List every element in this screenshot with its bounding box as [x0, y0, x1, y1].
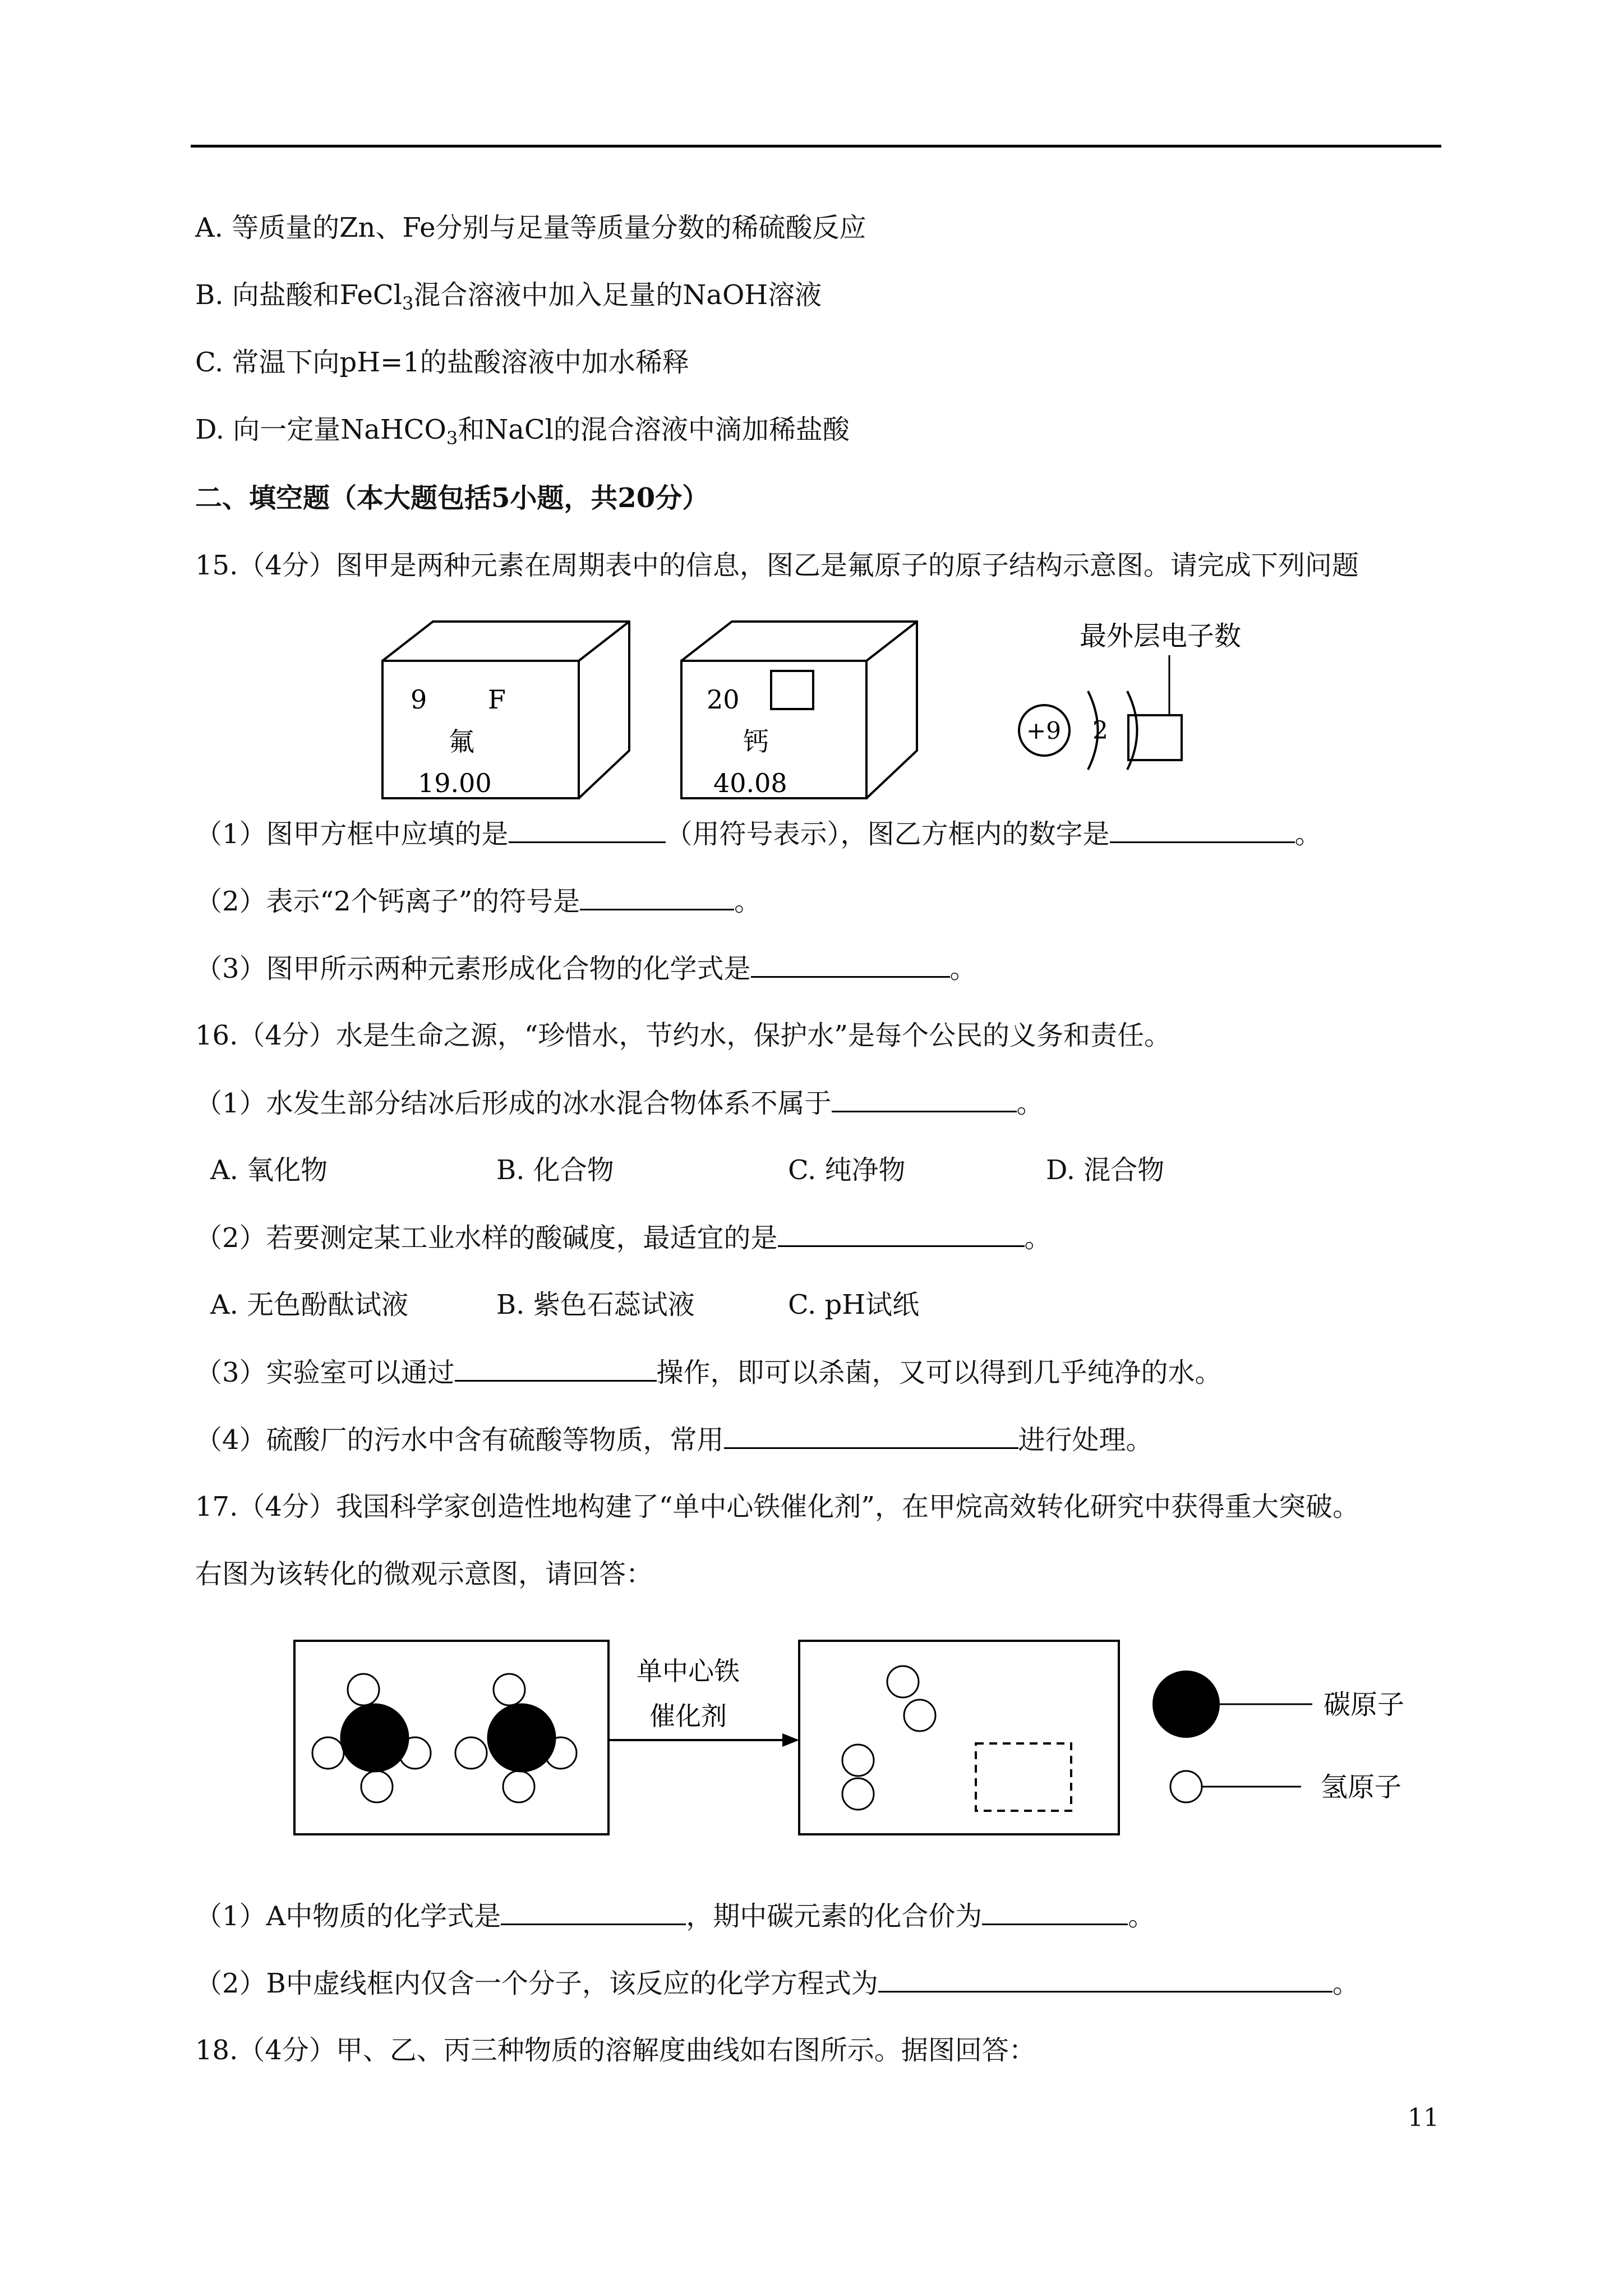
methane-molecule-2	[455, 1674, 577, 1802]
q15-part3: （3）图甲所示两种元素形成化合物的化学式是 。	[195, 951, 977, 986]
q17-blank-1[interactable]	[501, 1899, 686, 1925]
calcium-name: 钙	[743, 726, 769, 757]
q16-part1: （1）水发生部分结冰后形成的冰水混合物体系不属于 。	[195, 1086, 1044, 1120]
q16-opt2-c: C. pH试纸	[788, 1289, 920, 1320]
fluorine-symbol: F	[488, 684, 506, 715]
calcium-number: 20	[707, 684, 740, 715]
q15-blank-1[interactable]	[509, 817, 666, 843]
fluorine-number: 9	[411, 684, 427, 715]
outer-electron-label: 最外层电子数	[1080, 620, 1242, 652]
q14-option-d: D. 向一定量NaHCO$_3$和NaCl的混合溶液中滴加稀盐酸	[195, 414, 850, 449]
catalyst-label-2: 催化剂	[649, 1701, 727, 1731]
q17-figure	[0, 1616, 1623, 1851]
q15-blank-2[interactable]	[1110, 817, 1295, 843]
q17-stem-1: 17.（4分）我国科学家创造性地构建了“单中心铁催化剂”，在甲烷高效转化研究中获得重大突破。	[195, 1491, 1359, 1522]
q16-part4: （4）硫酸厂的污水中含有硫酸等物质，常用 进行处理。	[195, 1423, 1153, 1457]
q15-part2: （2）表示“2个钙离子”的符号是 。	[195, 884, 761, 918]
q14-option-c: C. 常温下向pH=1的盐酸溶液中加水稀释	[195, 347, 689, 378]
q16-part3: （3）实验室可以通过 操作，即可以杀菌，又可以得到几乎纯净的水。	[195, 1355, 1222, 1389]
legend-hydrogen: 氢原子	[1321, 1772, 1402, 1803]
shell1-count: 2	[1092, 716, 1108, 745]
q14-option-b: B. 向盐酸和FeCl$_3$混合溶液中加入足量的NaOH溶液	[195, 279, 822, 314]
nucleus-charge: +9	[1026, 717, 1061, 744]
q15-blank-4[interactable]	[751, 951, 950, 978]
q16-opt2-a: A. 无色酚酞试液	[210, 1289, 409, 1320]
q16-opt1-d: D. 混合物	[1046, 1154, 1165, 1186]
fluorine-mass: 19.00	[418, 768, 492, 798]
hydrogen-molecules	[842, 1666, 935, 1810]
q17-blank-3[interactable]	[878, 1966, 1332, 1993]
page-number: 11	[1408, 2104, 1439, 2132]
q14-option-a: A. 等质量的Zn、Fe分别与足量等质量分数的稀硫酸反应	[195, 212, 866, 243]
q17-part2: （2）B中虚线框内仅含一个分子，该反应的化学方程式为 。	[195, 1966, 1359, 2000]
q17-stem-2: 右图为该转化的微观示意图，请回答：	[195, 1558, 653, 1590]
q16-blank-2[interactable]	[778, 1221, 1025, 1247]
q16-blank-4[interactable]	[724, 1423, 1018, 1449]
section2-title: 二、填空题（本大题包括5小题，共20分）	[195, 482, 709, 514]
q16-stem: 16.（4分）水是生命之源，“珍惜水，节约水，保护水”是每个公民的义务和责任。	[195, 1020, 1171, 1051]
q16-blank-3[interactable]	[455, 1355, 657, 1382]
legend-carbon: 碳原子	[1324, 1689, 1405, 1720]
q17-blank-2[interactable]	[982, 1899, 1128, 1925]
q15-blank-3[interactable]	[580, 884, 734, 910]
catalyst-label-1: 单中心铁	[637, 1656, 740, 1686]
q17-part1: （1）A中物质的化学式是 ，期中碳元素的化合价为 。	[195, 1899, 1155, 1933]
q15-figure	[0, 0, 1623, 813]
dashed-product-box	[976, 1743, 1071, 1811]
q16-opt2-b: B. 紫色石蕊试液	[496, 1289, 695, 1320]
q16-opt1-b: B. 化合物	[496, 1154, 614, 1186]
q18-stem: 18.（4分）甲、乙、丙三种物质的溶解度曲线如右图所示。据图回答：	[195, 2035, 1036, 2066]
q16-opt1-a: A. 氧化物	[210, 1154, 328, 1186]
q16-opt1-c: C. 纯净物	[788, 1154, 906, 1186]
calcium-mass: 40.08	[713, 768, 787, 798]
q16-blank-1[interactable]	[832, 1086, 1017, 1112]
methane-molecule-1	[312, 1674, 431, 1802]
q15-stem: 15.（4分）图甲是两种元素在周期表中的信息，图乙是氟原子的原子结构示意图。请完成下列问题	[195, 550, 1359, 581]
q15-part1: （1）图甲方框中应填的是 （用符号表示），图乙方框内的数字是 。	[195, 817, 1322, 851]
fluorine-name: 氟	[449, 726, 474, 757]
q16-part2: （2）若要测定某工业水样的酸碱度，最适宜的是 。	[195, 1221, 1052, 1255]
